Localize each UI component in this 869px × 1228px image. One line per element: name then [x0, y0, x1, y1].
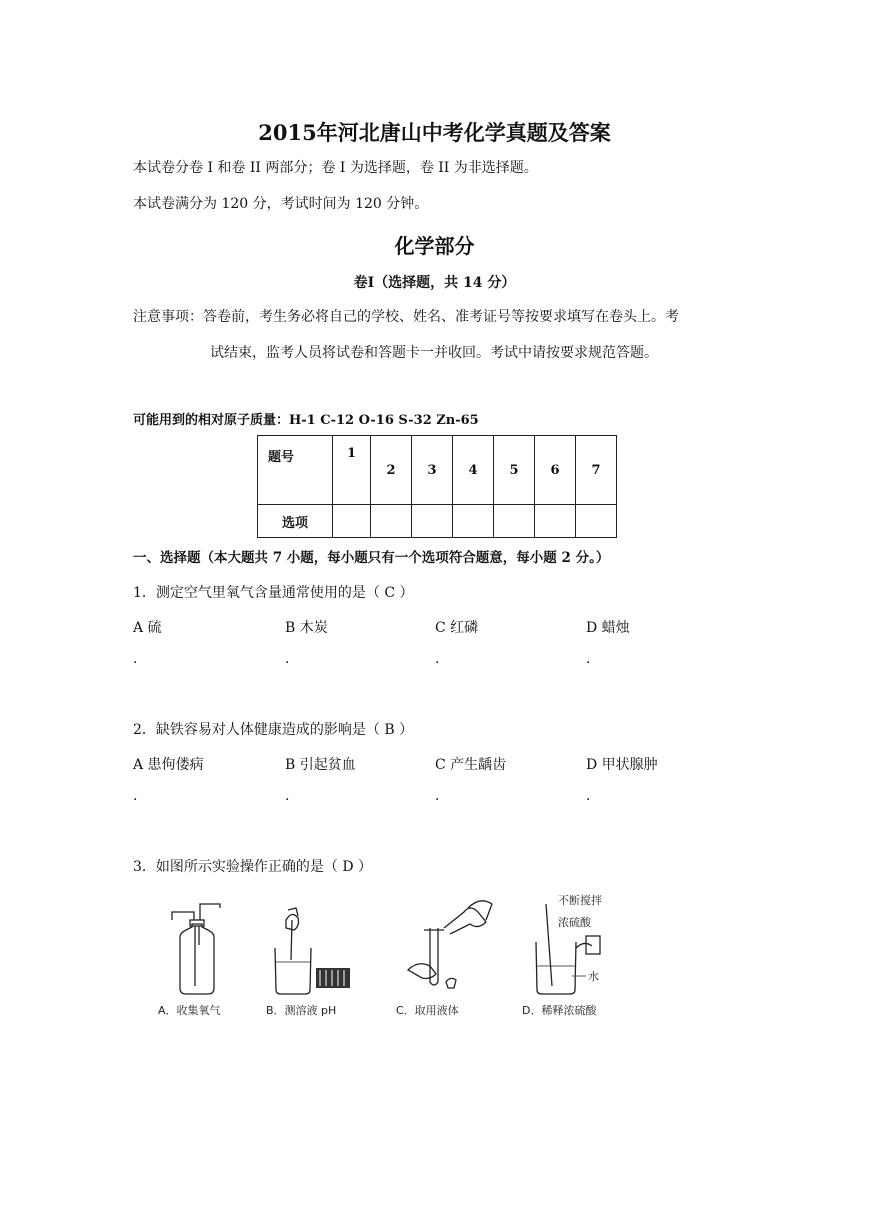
label-stir: 不断搅拌 [558, 894, 602, 907]
question-number: 1 [333, 436, 371, 505]
caption-b: B．测溶液 pH [266, 1004, 337, 1017]
q1-option-d: D 蜡烛 [586, 620, 630, 636]
dot: . [586, 788, 591, 804]
intro-line-2: 本试卷满分为 120 分，考试时间为 120 分钟。 [133, 196, 429, 212]
answer-cell[interactable] [494, 505, 535, 538]
dot: . [435, 651, 440, 667]
table-row-label: 选项 [258, 505, 333, 538]
dot: . [133, 651, 138, 667]
dilute-acid-illustration [536, 893, 602, 994]
gas-bottle-illustration [172, 904, 220, 994]
q1-option-b: B 木炭 [285, 620, 328, 636]
section-subtitle: 卷Ⅰ（选择题，共 14 分） [353, 275, 516, 291]
question-2-stem: 2．缺铁容易对人体健康造成的影响是（ B ） [133, 722, 414, 738]
question-number: 4 [453, 436, 494, 505]
answer-cell[interactable] [371, 505, 412, 538]
caption-c: C．取用液体 [396, 1004, 459, 1017]
q2-option-b: B 引起贫血 [285, 757, 356, 773]
question-number: 6 [535, 436, 576, 505]
answer-cell[interactable] [535, 505, 576, 538]
ph-test-illustration [275, 908, 350, 994]
pour-liquid-illustration [408, 901, 492, 988]
caption-a: A．收集氧气 [158, 1004, 221, 1017]
table-row-label: 题号 [258, 436, 333, 505]
dot: . [586, 651, 591, 667]
section-title: 化学部分 [394, 234, 475, 258]
answer-cell[interactable] [412, 505, 453, 538]
notice-line-1: 注意事项：答卷前，考生务必将自己的学校、姓名、准考证号等按要求填写在卷头上。考 [133, 309, 679, 325]
answer-cell[interactable] [333, 505, 371, 538]
atomic-mass-line: 可能用到的相对原子质量：H-1 C-12 O-16 S-32 Zn-65 [133, 413, 479, 428]
question-1-stem: 1．测定空气里氧气含量通常使用的是（ C ） [133, 585, 414, 601]
question-number: 2 [371, 436, 412, 505]
question-number: 5 [494, 436, 535, 505]
question-number: 7 [576, 436, 617, 505]
label-water: 水 [588, 970, 599, 983]
q2-option-d: D 甲状腺肿 [586, 757, 658, 773]
q2-option-c: C 产生龋齿 [435, 757, 507, 773]
dot: . [133, 788, 138, 804]
q2-option-a: A 患佝偻病 [133, 757, 204, 773]
q1-option-c: C 红磷 [435, 620, 479, 636]
dot: . [285, 651, 290, 667]
q1-option-a: A 硫 [133, 620, 162, 636]
notice-line-2: 试结束，监考人员将试卷和答题卡一并收回。考试中请按要求规范答题。 [210, 345, 658, 361]
answer-cell[interactable] [453, 505, 494, 538]
dot: . [285, 788, 290, 804]
question-number: 3 [412, 436, 453, 505]
answer-cell[interactable] [576, 505, 617, 538]
question-3-stem: 3．如图所示实验操作正确的是（ D ） [133, 859, 373, 875]
page-title: 2015年河北唐山中考化学真题及答案 [258, 120, 611, 145]
caption-d: D．稀释浓硫酸 [522, 1004, 597, 1017]
intro-line-1: 本试卷分卷 I 和卷 II 两部分；卷 I 为选择题，卷 II 为非选择题。 [133, 160, 538, 176]
experiment-figure [150, 890, 620, 1025]
part1-heading: 一、选择题（本大题共 7 小题，每小题只有一个选项符合题意，每小题 2 分。） [133, 550, 610, 566]
answer-table [257, 435, 617, 538]
label-acid: 浓硫酸 [558, 916, 591, 929]
dot: . [435, 788, 440, 804]
